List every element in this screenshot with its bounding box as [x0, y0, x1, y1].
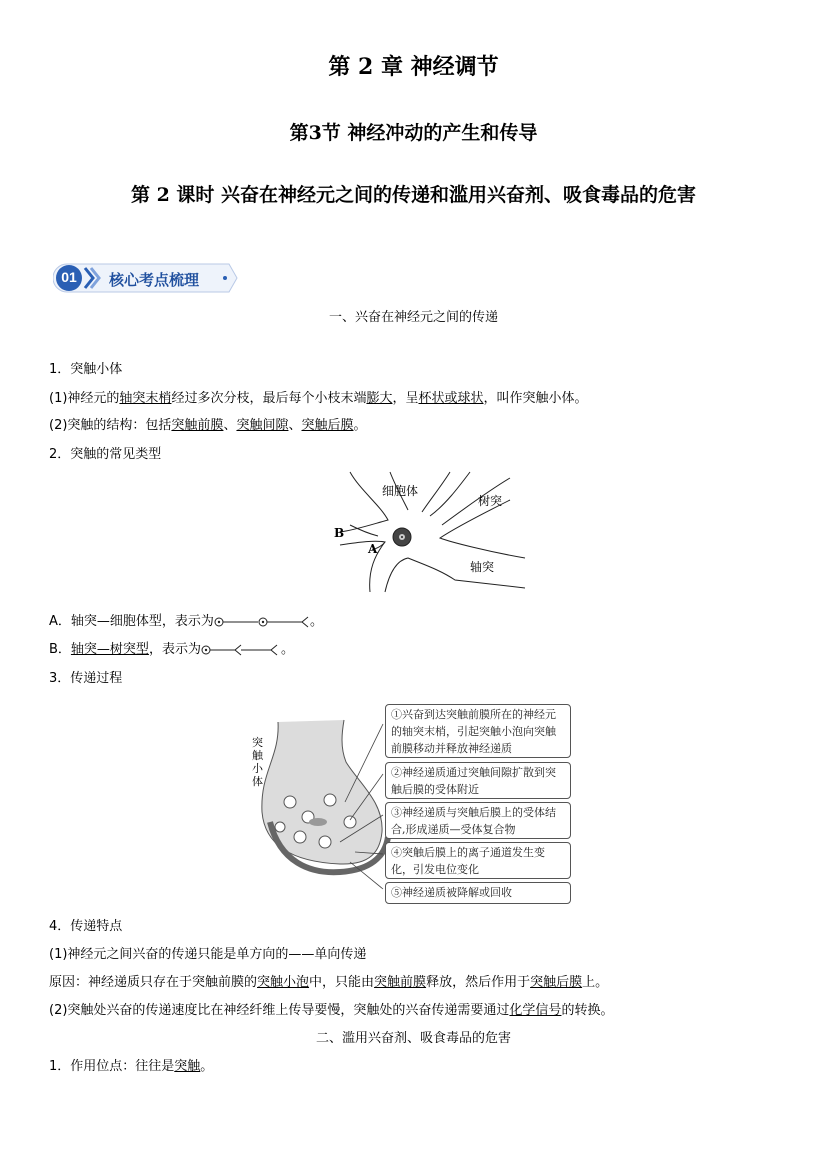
step-2-box: ②神经递质通过突触间隙扩散到突触后膜的受体附近 [385, 762, 571, 799]
type-a-line: A．轴突—细胞体型，表示为 。 [49, 614, 323, 629]
step-1-box: ①兴奋到达突触前膜所在的神经元的轴突末梢，引起突触小泡向突触前膜移动并释放神经递质 [385, 704, 571, 758]
step-5-box: ⑤神经递质被降解或回收 [385, 882, 571, 904]
blank-axon-terminal: 轴突末梢 [119, 391, 172, 406]
chapter-title: 第 2 章 神经调节 [328, 54, 499, 80]
label-cell-body: 细胞体 [382, 484, 419, 498]
synapse-side-label: 突触小体 [252, 736, 263, 788]
item1-line1: (1)神经元的轴突末梢经过多次分枝，最后每个小枝末端膨大，呈杯状或球状，叫作突触小体。 [49, 391, 588, 406]
item1-line2: (2)突触的结构：包括突触前膜、突触间隙、突触后膜。 [49, 418, 367, 433]
item4-line1: (1)神经元之间兴奋的传递只能是单方向的——单向传递 [49, 947, 367, 962]
item2-title: 2．突触的常见类型 [49, 447, 162, 462]
step-4-box: ④突触后膜上的离子通道发生变化，引发电位变化 [385, 842, 571, 879]
item1-title: 1．突触小体 [49, 362, 123, 377]
axo-dendritic-symbol [201, 644, 281, 656]
label-b: B [334, 526, 345, 540]
blank-postsynaptic: 突触后膜 [301, 418, 354, 433]
part1-heading: 一、兴奋在神经元之间的传递 [328, 310, 498, 325]
part2-item1: 1．作用位点：往往是突触。 [49, 1059, 214, 1074]
lesson-title: 第 2 课时 兴奋在神经元之间的传递和滥用兴奋剂、吸食毒品的危害 [130, 184, 697, 206]
section-title: 第3节 神经冲动的产生和传导 [289, 122, 538, 144]
label-dendrite: 树突 [478, 494, 503, 508]
item4-title: 4．传递特点 [49, 919, 123, 934]
item3-title: 3．传递过程 [49, 671, 123, 686]
blank-cup-or-ball: 杯状或球状 [418, 391, 484, 406]
neuron-diagram [330, 470, 530, 595]
step-3-box: ③神经递质与突触后膜上的受体结合,形成递质—受体复合物 [385, 802, 571, 839]
item4-line3: (2)突触处兴奋的传递速度比在神经纤维上传导要慢，突触处的兴奋传递需要通过化学信号的转换。 [49, 1003, 614, 1018]
label-axon: 轴突 [470, 560, 495, 574]
blank-cleft: 突触间隙 [236, 418, 289, 433]
axo-somatic-symbol [214, 616, 310, 628]
badge-label: 核心考点梳理 [109, 271, 200, 289]
synapse-process-diagram [240, 702, 575, 906]
badge-number: 01 [61, 269, 77, 285]
label-a: A [368, 542, 378, 556]
item4-line2: 原因：神经递质只存在于突触前膜的突触小泡中，只能由突触前膜释放，然后作用于突触后膜上。 [49, 975, 609, 990]
type-b-line: B．轴突—树突型，表示为 。 [49, 642, 294, 657]
part2-heading: 二、滥用兴奋剂、吸食毒品的危害 [315, 1031, 511, 1046]
blank-presynaptic: 突触前膜 [171, 418, 224, 433]
section-badge [53, 262, 239, 294]
blank-swell: 膨大 [366, 391, 393, 406]
